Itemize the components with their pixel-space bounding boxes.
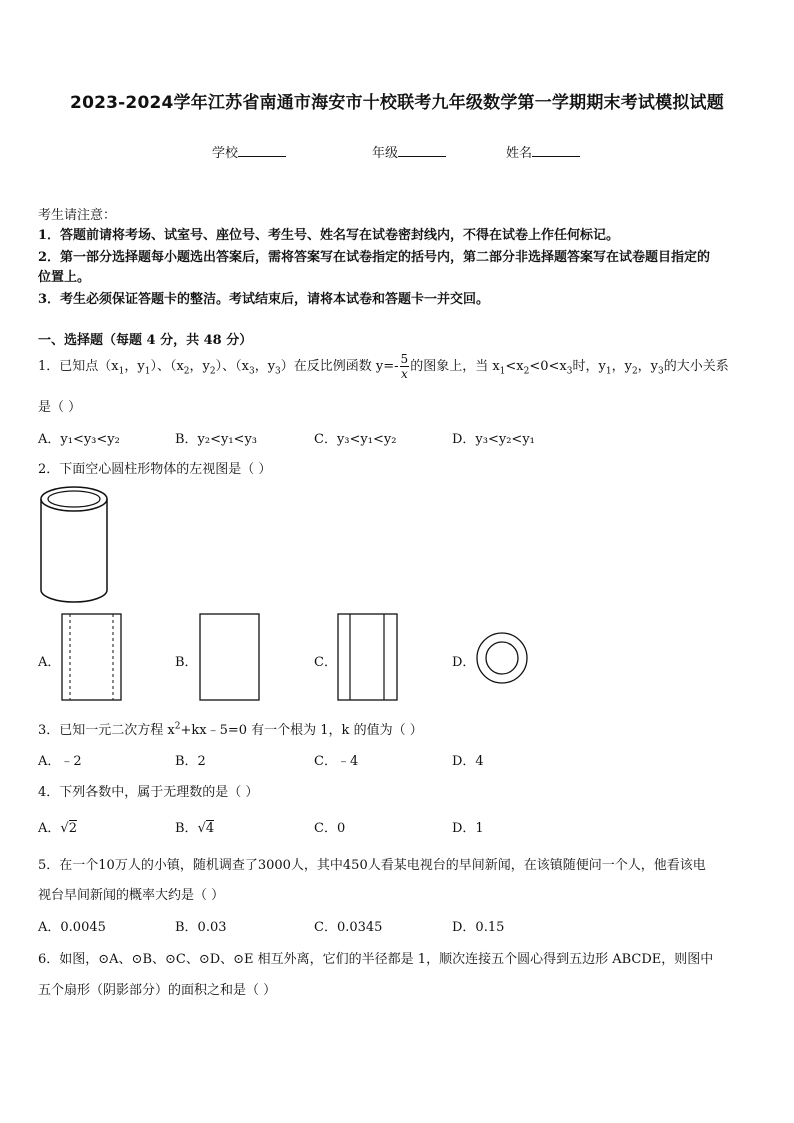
question-5-line2: 视台早间新闻的概率大约是（ ） [38, 888, 225, 903]
q4-option-b[interactable]: B．√4 [175, 821, 215, 836]
hollow-cylinder-figure [38, 484, 110, 606]
question-5: 5．在一个10万人的小镇，随机调查了3000人，其中450人看某电视台的早间新闻，在该镇随便问一个人，他看该电 [38, 858, 706, 873]
notice-item-1: 1．答题前请将考场、试室号、座位号、考生号、姓名写在试卷密封线内，不得在试卷上作任何标记。 [38, 228, 620, 243]
notice-item-3: 3．考生必须保证答题卡的整洁。考试结束后，请将本试卷和答题卡一并交回。 [38, 292, 490, 307]
notice-item-2-cont: 位置上。 [38, 270, 91, 285]
question-6-line2: 五个扇形（阴影部分）的面积之和是（ ） [38, 983, 277, 998]
q5-option-c[interactable]: C．0.0345 [314, 920, 383, 935]
q1-option-d[interactable]: D．y₃<y₂<y₁ [452, 432, 535, 447]
name-label: 姓名 [506, 146, 533, 161]
q2-option-b-label[interactable]: B． [175, 655, 198, 670]
q2-option-c-figure[interactable] [337, 613, 399, 701]
q1-option-b[interactable]: B．y₂<y₁<y₃ [175, 432, 258, 447]
school-label: 学校 [212, 146, 239, 161]
school-field[interactable] [212, 142, 286, 161]
q2-option-d-figure[interactable] [475, 631, 529, 685]
section-choice-heading: 一、选择题（每题 4 分，共 48 分） [38, 333, 253, 348]
q4-option-d[interactable]: D．1 [452, 821, 484, 836]
q5-option-d[interactable]: D．0.15 [452, 920, 505, 935]
question-3: 3．已知一元二次方程 $x^2+kx﹣5=0$ 有一个根为 1，k 的值为（ ） [38, 721, 423, 738]
grade-label: 年级 [372, 146, 399, 161]
question-1-line2: 是（ ） [38, 400, 82, 415]
q3-option-a[interactable]: A．﹣2 [38, 754, 82, 769]
question-1: 1．已知点（$x_1$，$y_1$）、（$x_2$，$y_2$）、（$x_3$，$y_3$）在反比例函数 y=- $\frac{5}{x}$ 的图象上，当 $x_1<x_2<0<x_3$时，$y_1$，$y_2$，$y_3$的大小关系 [38, 352, 729, 381]
q3-option-c[interactable]: C．﹣4 [314, 754, 359, 769]
sqrt-symbol: √4 [197, 821, 215, 836]
q1-option-a[interactable]: A．y₁<y₃<y₂ [38, 432, 120, 447]
name-field[interactable] [506, 142, 580, 161]
page-title: 2023-2024学年江苏省南通市海安市十校联考九年级数学第一学期期末考试模拟试题 [70, 93, 724, 113]
grade-field[interactable] [372, 142, 446, 161]
q2-option-b-figure[interactable] [199, 613, 261, 701]
q2-option-a-figure[interactable] [61, 613, 123, 701]
q4-option-c[interactable]: C．0 [314, 821, 346, 836]
q2-option-a-label[interactable]: A． [38, 655, 61, 670]
q1-option-c[interactable]: C．y₃<y₁<y₂ [314, 432, 397, 447]
q3-option-d[interactable]: D．4 [452, 754, 484, 769]
sqrt-symbol: √2 [60, 821, 77, 836]
q3-option-b[interactable]: B．2 [175, 754, 206, 769]
notice-heading: 考生请注意： [38, 208, 117, 223]
q5-option-a[interactable]: A．0.0045 [38, 920, 106, 935]
q2-option-d-label[interactable]: D． [452, 655, 476, 670]
q2-option-c-label[interactable]: C． [314, 655, 337, 670]
notice-item-2: 2．第一部分选择题每小题选出答案后，需将答案写在试卷指定的括号内，第二部分非选择题答案写在试卷题目指定的 [38, 250, 711, 265]
fraction-5-over-x: $\frac{5}{x}$ [400, 352, 409, 381]
question-6: 6．如图，⊙A、⊙B、⊙C、⊙D、⊙E 相互外离，它们的半径都是 1，顺次连接五个圆心得到五边形 ABCDE，则图中 [38, 952, 714, 967]
question-2: 2．下面空心圆柱形物体的左视图是（ ） [38, 462, 272, 477]
q4-option-a[interactable]: A．√2 [38, 821, 77, 836]
q5-option-b[interactable]: B．0.03 [175, 920, 227, 935]
question-4: 4．下列各数中，属于无理数的是（ ） [38, 785, 259, 800]
